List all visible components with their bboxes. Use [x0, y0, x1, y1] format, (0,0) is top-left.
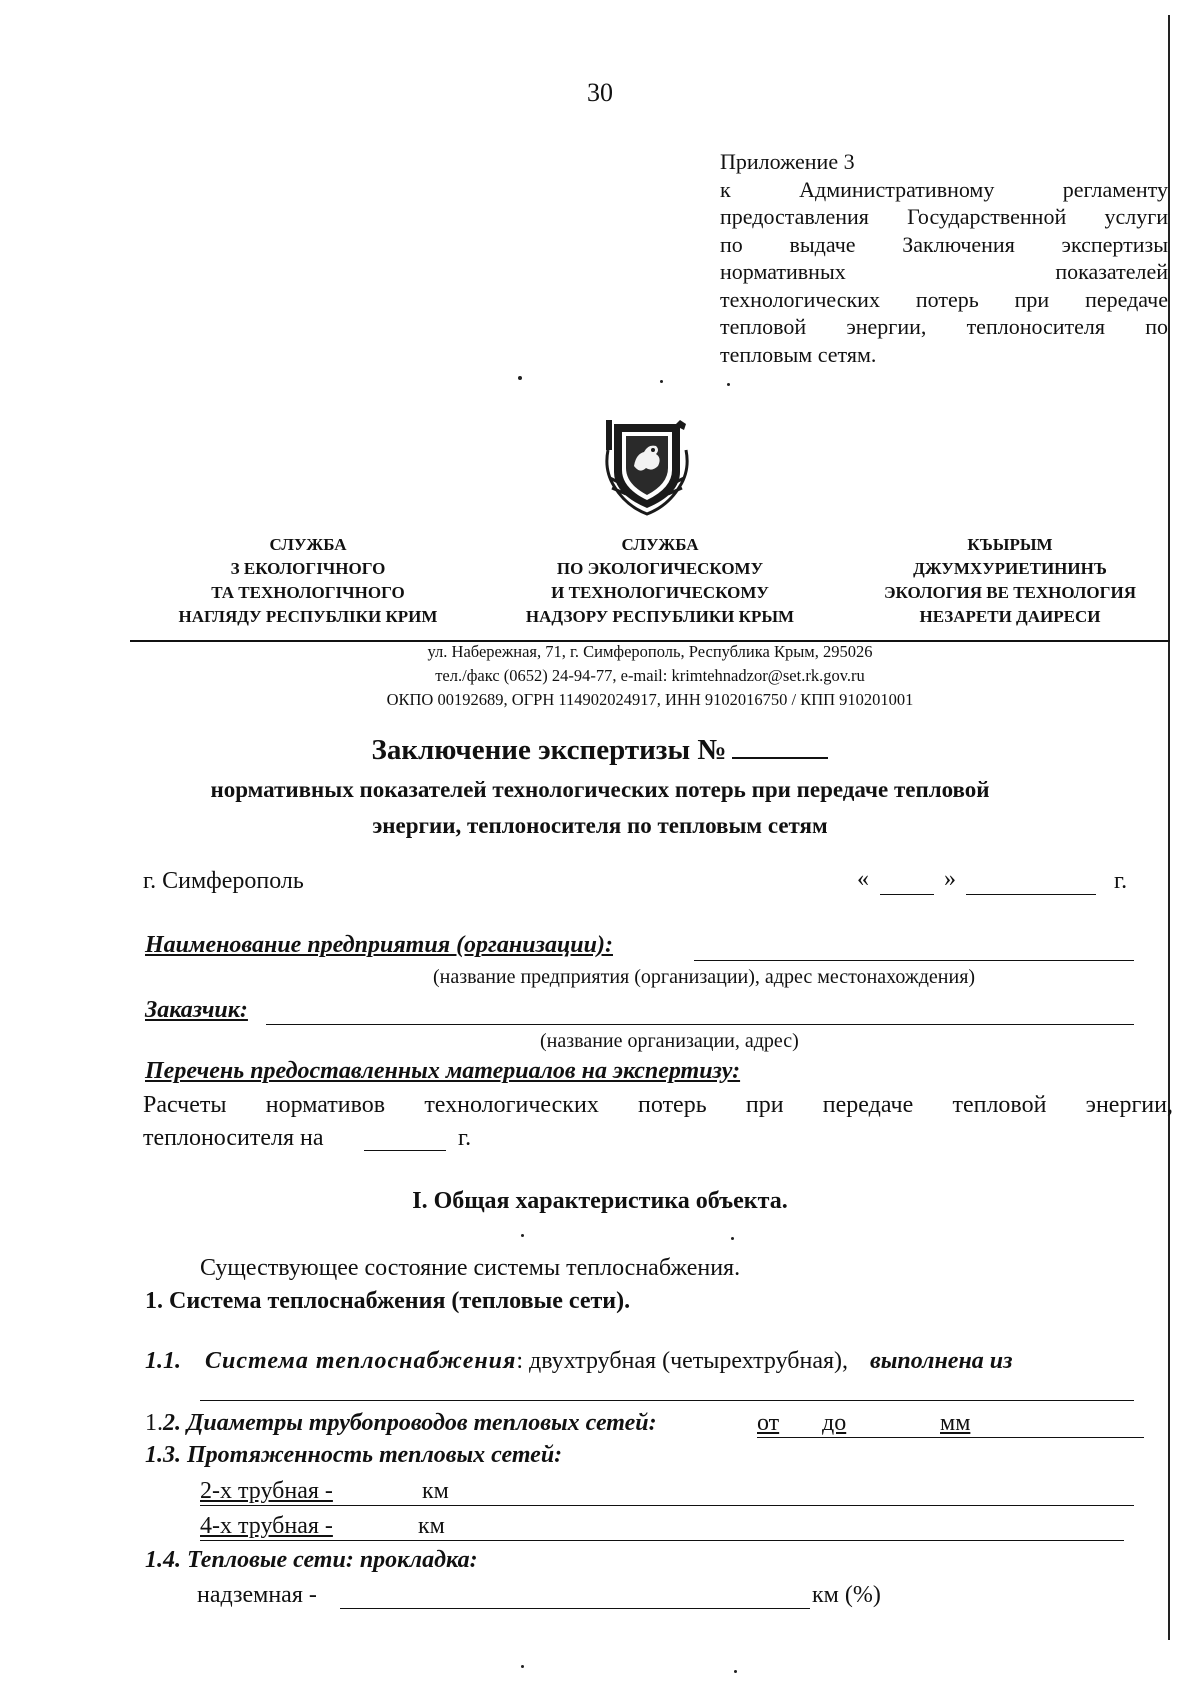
date-month-blank [966, 894, 1096, 895]
document-title [0, 733, 1200, 767]
contact-codes: ОКПО 00192689, ОГРН 114902024917, ИНН 9102016750 / КПП 910201001 [386, 690, 914, 709]
materials-year-blank [364, 1150, 446, 1151]
org-line: И ТЕХНОЛОГИЧЕСКОМУ [551, 583, 769, 602]
org-line: ТА ТЕХНОЛОГІЧНОГО [211, 583, 405, 602]
scan-speck [521, 1665, 524, 1668]
item-1-2-label: 2. Диаметры трубопроводов тепловых сетей: [163, 1410, 657, 1436]
subtitle-line: энергии, теплоносителя по тепловым сетям [372, 813, 828, 838]
materials-year-suffix: г. [458, 1125, 472, 1151]
appendix-line: нормативных показателей [720, 259, 1168, 284]
appendix-line: к Административному регламенту [720, 176, 1168, 202]
scan-speck [734, 1670, 737, 1673]
org-line: З ЕКОЛОГІЧНОГО [230, 559, 386, 578]
enterprise-blank [694, 960, 1134, 961]
customer-blank [266, 1024, 1134, 1025]
scan-speck [521, 1234, 524, 1237]
org-line: ДЖУМХУРИЕТИНИНЪ [913, 559, 1107, 578]
above-ground-blank [340, 1608, 810, 1609]
item-1-1-tail: выполнена из [870, 1348, 1013, 1374]
materials-line-start: теплоносителя на [143, 1125, 324, 1151]
date-day-blank [880, 894, 934, 895]
appendix-line: Приложение 3 [720, 149, 855, 174]
organization-name-ukrainian [148, 533, 468, 629]
item-1-2 [145, 1410, 657, 1437]
appendix-line: тепловой энергии, теплоносителя по [720, 314, 1168, 339]
above-ground-unit: км (%) [812, 1582, 881, 1608]
pipe-4-unit: км [418, 1513, 445, 1539]
item-1-heading: 1. Система теплоснабжения (тепловые сети). [145, 1288, 631, 1314]
crimea-coat-of-arms-icon [600, 410, 700, 520]
item-1-3-heading: 1.3. Протяженность тепловых сетей: [145, 1442, 563, 1468]
scan-speck [660, 380, 663, 383]
pipe-4-label: 4-х трубная - [200, 1513, 333, 1539]
pipe-4-blank [200, 1540, 1124, 1541]
date-year-suffix: г. [1114, 868, 1128, 894]
enterprise-hint: (название предприятия (организации), адрес местонахождения) [433, 966, 976, 988]
subtitle-line: нормативных показателей технологических потерь при передаче тепловой [210, 777, 990, 802]
enterprise-label: Наименование предприятия (организации): [145, 932, 613, 958]
document-title-text: Заключение экспертизы № [371, 734, 727, 766]
above-ground-label: надземная - [197, 1582, 317, 1608]
org-line: СЛУЖБА [269, 535, 347, 554]
org-line: СЛУЖБА [621, 535, 699, 554]
item-1-1-blank [200, 1400, 1134, 1401]
section-intro: Существующее состояние системы теплоснабжения. [200, 1255, 741, 1281]
scan-speck [727, 383, 730, 386]
item-1-2-from: от [757, 1410, 780, 1436]
appendix-line: тепловым сетям. [720, 341, 877, 367]
appendix-note [720, 148, 1168, 368]
appendix-line: по выдаче Заключения экспертизы [720, 231, 1168, 257]
org-line: НАДЗОРУ РЕСПУБЛИКИ КРЫМ [525, 607, 795, 626]
item-1-1-text: : двухтрубная (четырехтрубная), [516, 1348, 849, 1374]
org-line: НАГЛЯДУ РЕСПУБЛІКИ КРИМ [178, 607, 438, 626]
city-label: г. Симферополь [143, 868, 304, 894]
page-number: 30 [587, 78, 613, 107]
item-1-1-label: Система теплоснабжения [205, 1348, 517, 1374]
customer-hint: (название организации, адрес) [540, 1030, 799, 1052]
appendix-line: технологических потерь при передаче [720, 286, 1168, 312]
org-line: ПО ЭКОЛОГИЧЕСКОМУ [556, 559, 764, 578]
document-subtitle [0, 772, 1200, 844]
date-quote-open: « [857, 866, 869, 892]
pipe-2-label: 2-х трубная - [200, 1478, 333, 1504]
customer-label: Заказчик: [145, 997, 248, 1023]
materials-line: Расчеты нормативов технологических потерь при передаче тепловой энергии, [143, 1092, 1173, 1118]
contact-phone-email: тел./факс (0652) 24-94-77, e-mail: krimtehnadzor@set.rk.gov.ru [435, 666, 865, 685]
org-line: ЭКОЛОГИЯ ВЕ ТЕХНОЛОГИЯ [884, 583, 1136, 602]
contact-info [130, 640, 1170, 712]
section-heading: I. Общая характеристика объекта. [412, 1188, 788, 1214]
materials-label: Перечень предоставленных материалов на экспертизу: [145, 1058, 741, 1084]
organization-name-russian [490, 533, 830, 629]
appendix-line: предоставления Государственной услуги [720, 204, 1168, 229]
item-1-2-to: до [822, 1410, 847, 1436]
item-1-4-heading: 1.4. Тепловые сети: прокладка: [145, 1547, 478, 1573]
item-1-2-blank [757, 1437, 1144, 1438]
org-line: КЪЫРЫМ [967, 535, 1053, 554]
number-blank [732, 733, 828, 759]
pipe-2-blank [200, 1505, 1134, 1506]
scan-speck [731, 1237, 734, 1240]
scan-speck [518, 376, 522, 380]
item-1-1 [145, 1348, 1012, 1375]
pipe-2-unit: км [422, 1478, 449, 1504]
item-1-1-number: 1.1. [145, 1348, 181, 1374]
org-line: НЕЗАРЕТИ ДАИРЕСИ [919, 607, 1101, 626]
item-1-2-number: 1. [145, 1410, 163, 1436]
date-quote-close: » [944, 866, 956, 892]
item-1-2-unit: мм [940, 1410, 971, 1436]
contact-address: ул. Набережная, 71, г. Симферополь, Республика Крым, 295026 [427, 642, 873, 661]
organization-name-crimean-tatar [850, 533, 1170, 629]
